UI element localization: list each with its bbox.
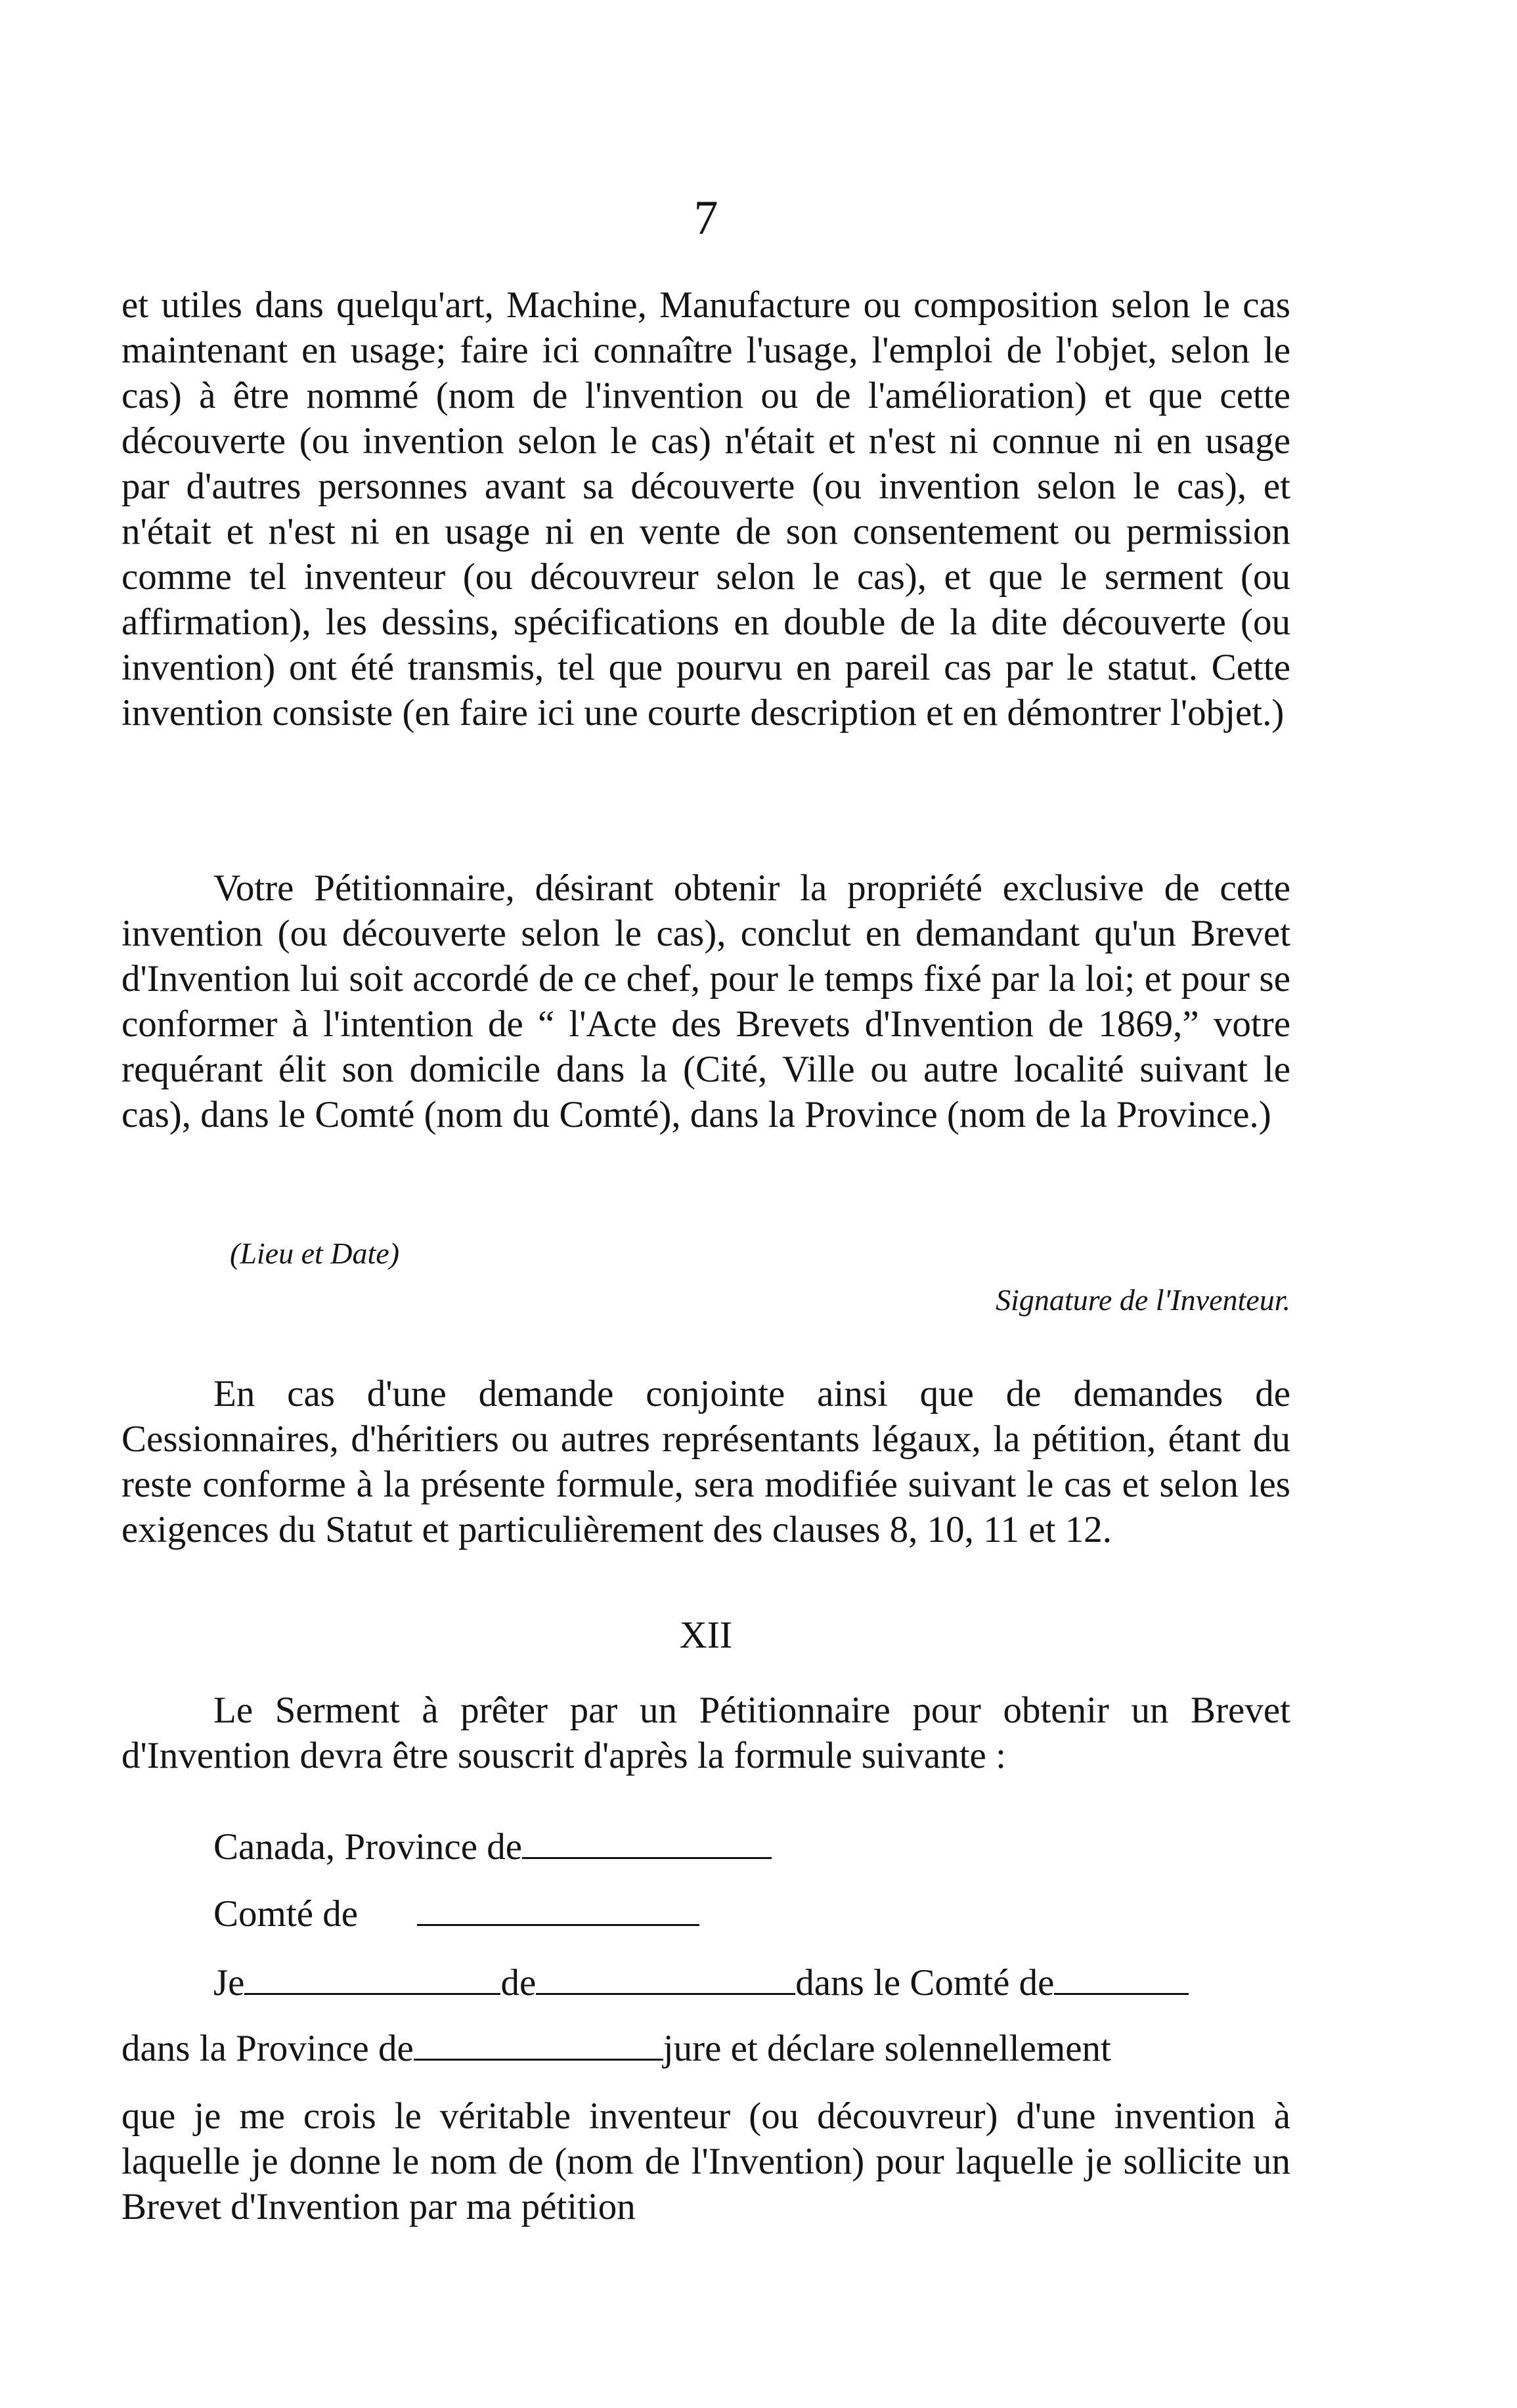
form-label-province: Canada, Province de <box>213 1826 523 1868</box>
blank-province-field[interactable] <box>522 1827 772 1859</box>
form-line-province <box>121 1824 1382 1870</box>
place-and-date-label: (Lieu et Date) <box>230 1237 400 1270</box>
form-line-oath-province <box>121 2026 1290 2071</box>
paragraph-petition-continued: et utiles dans quelqu'art, Machine, Manufacture ou composition selon le cas maintenant en usage; faire ici connaître l'usage, l'emploi de l'objet, selon le cas) à être nommé (nom de l'invention ou de l'amélioration) et que cette découverte (ou invention selon le cas) n'était et n'est ni connue ni en usage par d'autres personnes avant sa découverte (ou invention selon le cas), et n'était et n'est ni en usage ni en vente de son consentement ou permission comme tel inventeur (ou découvreur selon le cas), et que le serment (ou affirmation), les dessins, spécifications en double de la dite découverte (ou invention) ont été transmis, tel que pourvu en pareil cas par le statut. Cette invention consiste (en faire ici une courte description et en démontrer l'objet.) <box>121 284 1290 733</box>
form-label-dans-le-comte: dans le Comté de <box>795 1962 1055 2003</box>
form-label-jure: jure et déclare solennellement <box>663 2028 1111 2069</box>
paragraph-joint-application: En cas d'une demande conjointe ainsi que de demandes de Cessionnaires, d'héritiers ou autres représentants légaux, la pétition, étant du reste conforme à la présente formule, sera modifiée suivant le cas et selon les exigences du Statut et particulièrement des clauses 8, 10, 11 et 12. <box>121 1373 1290 1550</box>
form-label-je: Je <box>213 1962 245 2003</box>
blank-residence-field[interactable] <box>536 1963 795 1995</box>
paragraph-petitioner-request: Votre Pétitionnaire, désirant obtenir la propriété exclusive de cette invention (ou découverte selon le cas), conclut en demandant qu'un Brevet d'Invention lui soit accordé de ce chef, pour le temps fixé par la loi; et pour se conformer à l'intention de “ l'Acte des Brevets d'Invention de 1869,” votre requérant élit son domicile dans la (Cité, Ville ou autre localité suivant le cas), dans le Comté (nom du Comté), dans la Province (nom de la Province.) <box>121 867 1290 1135</box>
form-label-county: Comté de <box>213 1893 359 1935</box>
section-heading: XII <box>679 1613 733 1656</box>
blank-county-field[interactable] <box>417 1894 699 1926</box>
blank-county-2-field[interactable] <box>1054 1963 1189 1995</box>
form-line-county <box>121 1891 1382 1937</box>
form-label-de: de <box>500 1962 537 2003</box>
form-line-oath-name <box>121 1960 1382 2005</box>
page-number: 7 <box>693 191 718 245</box>
form-label-dans-la-province: dans la Province de <box>121 2028 414 2069</box>
blank-name-field[interactable] <box>244 1963 500 1995</box>
paragraph-oath-declaration: que je me crois le véritable inventeur (ou découvreur) d'une invention à laquelle je donne le nom de (nom de l'Invention) pour laquelle je sollicite un Brevet d'Invention par ma pétition <box>121 2095 1290 2227</box>
inventor-signature-label: Signature de l'Inventeur. <box>996 1283 1290 1317</box>
paragraph-oath-intro: Le Serment à prêter par un Pétitionnaire pour obtenir un Brevet d'Invention devra être souscrit d'après la formule suivante : <box>121 1690 1290 1776</box>
blank-province-2-field[interactable] <box>414 2028 663 2061</box>
